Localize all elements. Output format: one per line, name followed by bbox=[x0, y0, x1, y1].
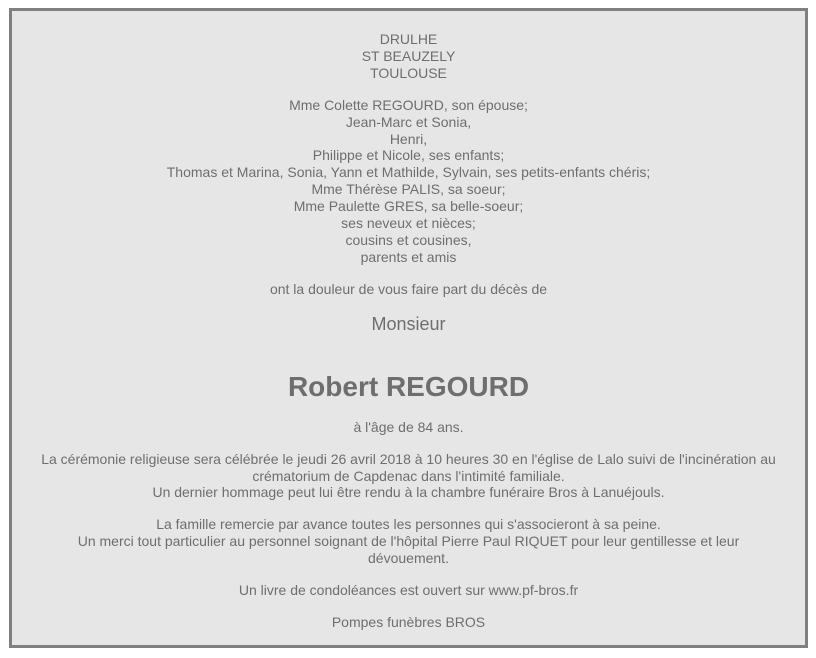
ceremony-line: Un dernier hommage peut lui être rendu à la chambre funéraire Bros à Lanuéjouls. bbox=[152, 484, 665, 501]
thanks-line: La famille remercie par avance toutes les personnes qui s'associeront à sa peine. bbox=[156, 516, 661, 533]
obituary-card bbox=[9, 8, 808, 648]
family-line: Henri, bbox=[389, 130, 428, 147]
family-line: Jean-Marc et Sonia, bbox=[345, 113, 472, 130]
family-line: Thomas et Marina, Sonia, Yann et Mathilde, Sylvain, ses petits-enfants chéris; bbox=[166, 164, 651, 181]
thanks-text bbox=[12, 516, 805, 567]
family-line: Mme Paulette GRES, sa belle-soeur; bbox=[293, 198, 524, 215]
age-text: à l'âge de 84 ans. bbox=[353, 418, 464, 435]
family-line: Mme Thérèse PALIS, sa soeur; bbox=[311, 181, 506, 198]
family-list bbox=[12, 97, 805, 266]
family-line: ses neveux et nièces; bbox=[341, 215, 476, 232]
place-line: TOULOUSE bbox=[370, 64, 447, 81]
family-line: Philippe et Nicole, ses enfants; bbox=[312, 147, 505, 164]
family-line: Mme Colette REGOURD, son épouse; bbox=[289, 96, 528, 113]
civility-title: Monsieur bbox=[371, 313, 446, 334]
thanks-line: Un merci tout particulier au personnel soignant de l'hôpital Pierre Paul RIQUET pour leur gentillesse et leur dévouement. bbox=[77, 533, 740, 567]
announcement-intro: ont la douleur de vous faire part du décès de bbox=[269, 280, 548, 297]
ceremony-info bbox=[12, 451, 805, 502]
funeral-home-name: Pompes funèbres BROS bbox=[331, 613, 486, 630]
places-list bbox=[12, 31, 805, 82]
family-line: cousins et cousines, bbox=[345, 231, 472, 248]
deceased-name: Robert REGOURD bbox=[287, 370, 530, 402]
place-line: ST BEAUZELY bbox=[361, 47, 456, 64]
ceremony-line: La cérémonie religieuse sera célébrée le jeudi 26 avril 2018 à 10 heures 30 en l'église de Lalo suivi de l'incinération au crématorium de Capdenac dans l'intimité familiale. bbox=[41, 450, 776, 484]
family-line: parents et amis bbox=[360, 248, 457, 265]
condolences-text: Un livre de condoléances est ouvert sur www.pf-bros.fr bbox=[238, 582, 579, 599]
place-line: DRULHE bbox=[379, 31, 438, 47]
